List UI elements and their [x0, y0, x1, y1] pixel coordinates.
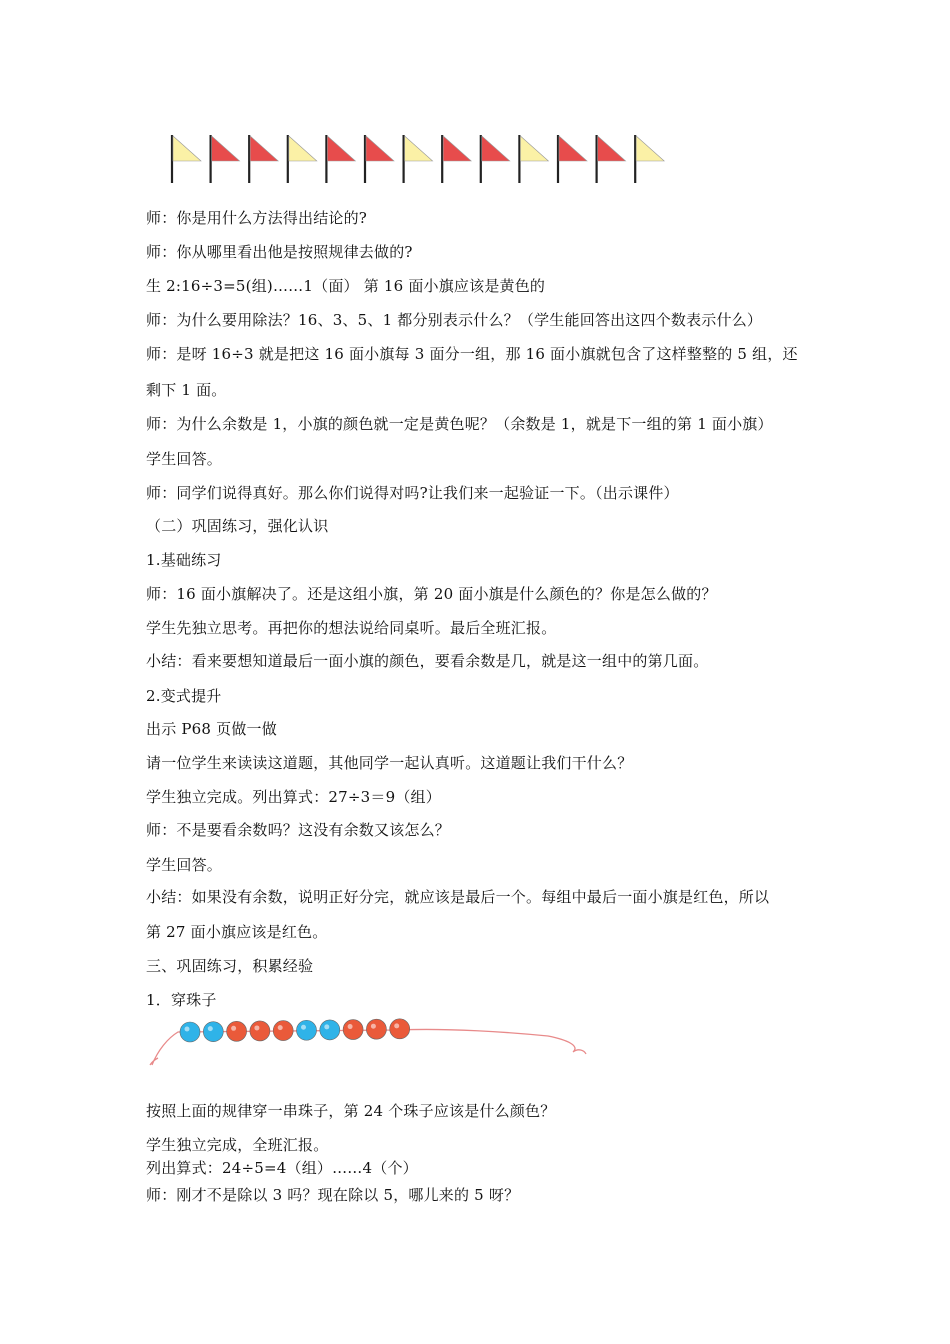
flag-cloth	[520, 136, 548, 161]
text-line: 学生独立完成。列出算式：27÷3＝9（组）	[146, 788, 441, 806]
text-line: 请一位学生来读读这道题，其他同学一起认真听。这道题让我们干什么？	[146, 754, 633, 772]
flag-cloth	[289, 136, 317, 161]
flag-yellow	[404, 135, 433, 183]
flag-cloth	[212, 136, 240, 161]
text-line: 师：你从哪里看出他是按照规律去做的?	[146, 243, 413, 261]
text-line: 1.基础练习	[146, 551, 222, 569]
text-line: 按照上面的规律穿一串珠子，第 24 个珠子应该是什么颜色？	[146, 1102, 556, 1120]
flag-cloth	[366, 136, 394, 161]
flag-cloth	[327, 136, 355, 161]
flag-red	[442, 135, 471, 183]
flag-cloth	[559, 136, 587, 161]
bead-highlight	[348, 1024, 353, 1029]
flag-yellow	[635, 135, 664, 183]
text-line: 师：为什么要用除法？16、3、5、1 都分别表示什么？（学生能回答出这四个数表示什么）	[146, 311, 763, 329]
text-line: 师：是呀 16÷3 就是把这 16 面小旗每 3 面分一组，那 16 面小旗就包含了这样整整的 5 组，还	[146, 345, 798, 363]
flag-red	[211, 135, 240, 183]
text-line: 出示 P68 页做一做	[146, 720, 277, 738]
bead-red	[390, 1019, 410, 1039]
bead-highlight	[394, 1023, 399, 1028]
bead-highlight	[371, 1024, 376, 1029]
bead-blue	[180, 1022, 200, 1042]
text-line: 学生回答。	[146, 450, 223, 468]
flag-yellow	[519, 135, 548, 183]
bead-blue	[320, 1020, 340, 1040]
text-line: 学生独立完成，全班汇报。	[146, 1136, 329, 1154]
bead-highlight	[254, 1025, 259, 1030]
text-line: 三、巩固练习，积累经验	[146, 957, 314, 975]
flag-yellow	[288, 135, 317, 183]
bead-highlight	[278, 1025, 283, 1030]
bead-red	[250, 1021, 270, 1041]
text-line: 生 2:16÷3=5(组)……1（面） 第 16 面小旗应该是黄色的	[146, 277, 546, 295]
text-line: 小结：看来要想知道最后一面小旗的颜色，要看余数是几，就是这一组中的第几面。	[146, 652, 709, 670]
text-line: （二）巩固练习，强化认识	[146, 517, 329, 535]
flag-cloth	[598, 136, 626, 161]
bead-red	[273, 1021, 293, 1041]
text-line: 学生回答。	[146, 856, 223, 874]
bead-red	[366, 1019, 386, 1039]
flag-red	[481, 135, 510, 183]
text-line: 师：你是用什么方法得出结论的?	[146, 209, 368, 227]
text-line: 师：16 面小旗解决了。还是这组小旗，第 20 面小旗是什么颜色的？你是怎么做的？	[146, 585, 717, 603]
text-line: 师：不是要看余数吗？这没有余数又该怎么？	[146, 821, 451, 839]
flag-red	[365, 135, 394, 183]
flag-red	[558, 135, 587, 183]
bead-highlight	[324, 1024, 329, 1029]
text-line: 师：刚才不是除以 3 吗？现在除以 5，哪儿来的 5 呀？	[146, 1186, 520, 1204]
flag-cloth	[173, 136, 201, 161]
bead-red	[343, 1020, 363, 1040]
bead-highlight	[185, 1027, 190, 1032]
text-line: 师：同学们说得真好。那么你们说得对吗?让我们来一起验证一下。（出示课件）	[146, 484, 679, 502]
text-line: 小结：如果没有余数，说明正好分完，就应该是最后一个。每组中最后一面小旗是红色，所以	[146, 888, 770, 906]
text-line: 1．穿珠子	[146, 991, 217, 1009]
flag-red	[326, 135, 355, 183]
bead-highlight	[301, 1025, 306, 1030]
bead-blue	[203, 1022, 223, 1042]
flag-yellow	[172, 135, 201, 183]
flag-row-illustration	[170, 133, 670, 185]
text-line: 第 27 面小旗应该是红色。	[146, 923, 328, 941]
bead-string-illustration	[148, 1010, 588, 1070]
text-line: 剩下 1 面。	[146, 381, 227, 399]
flag-cloth	[636, 136, 664, 161]
bead-blue	[297, 1020, 317, 1040]
flag-red	[597, 135, 626, 183]
text-line: 学生先独立思考。再把你的想法说给同桌听。最后全班汇报。	[146, 619, 557, 637]
bead-highlight	[231, 1026, 236, 1031]
text-line: 2.变式提升	[146, 687, 222, 705]
flag-cloth	[482, 136, 510, 161]
flag-red	[249, 135, 278, 183]
flag-cloth	[405, 136, 433, 161]
bead-highlight	[208, 1026, 213, 1031]
flag-cloth	[443, 136, 471, 161]
text-line: 师：为什么余数是 1，小旗的颜色就一定是黄色呢？（余数是 1，就是下一组的第 1 面小旗）	[146, 415, 773, 433]
bead-red	[227, 1021, 247, 1041]
flag-cloth	[250, 136, 278, 161]
text-line: 列出算式：24÷5=4（组）……4（个）	[146, 1159, 418, 1177]
